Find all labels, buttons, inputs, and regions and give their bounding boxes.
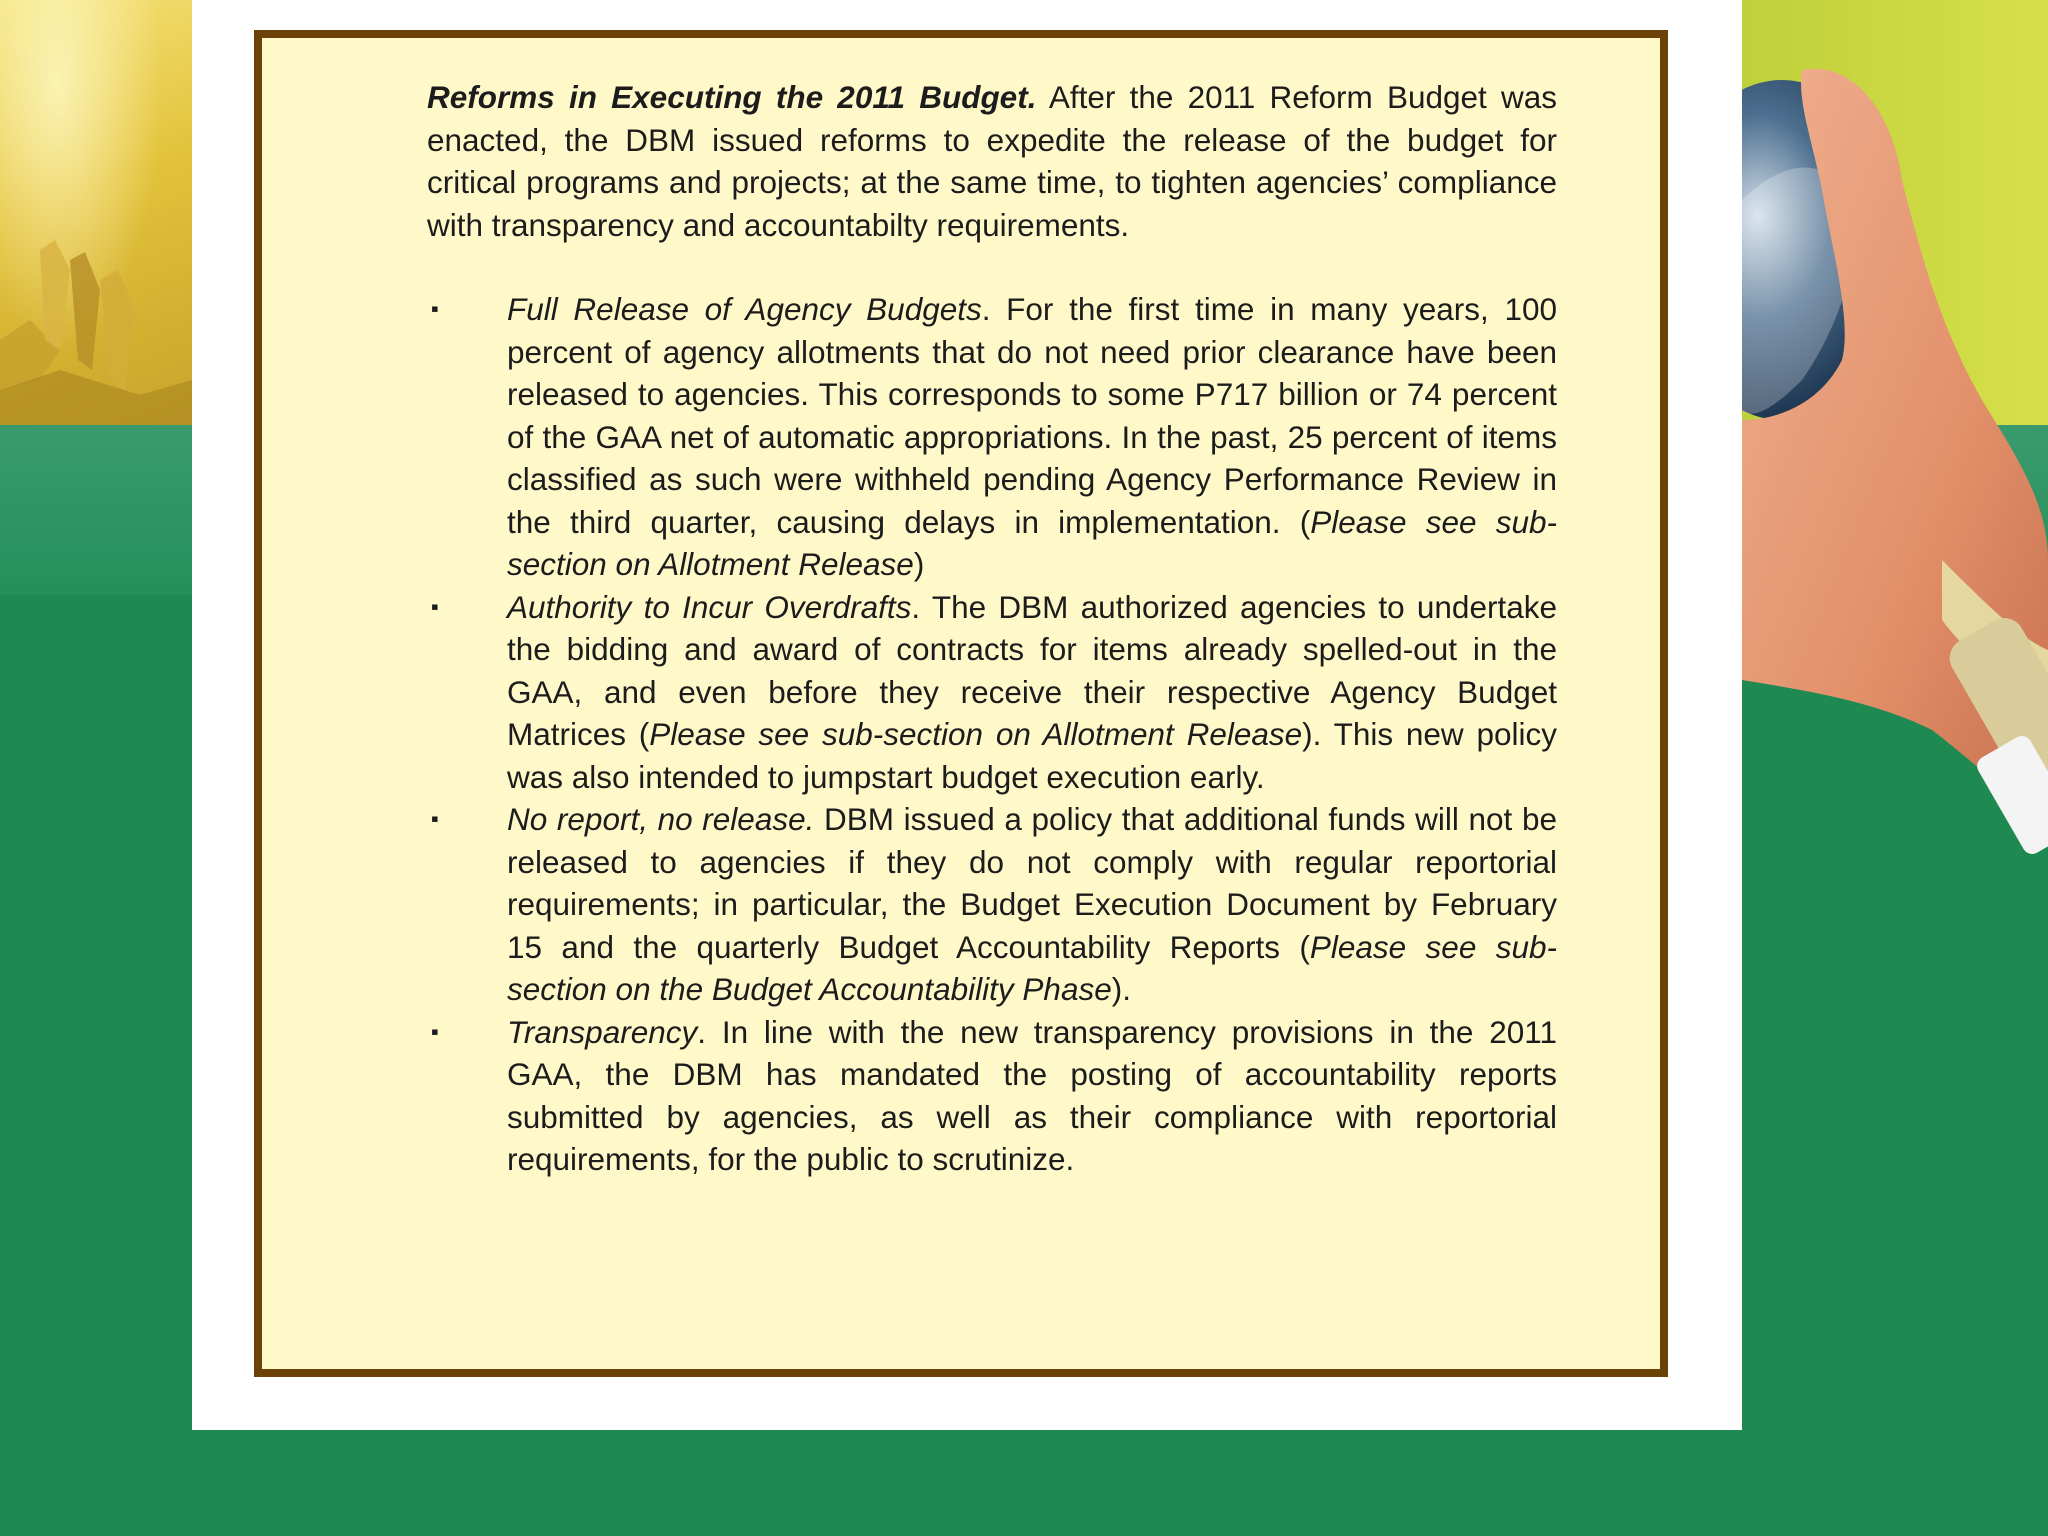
bullet-item xyxy=(427,288,1557,586)
bullet-marker: ▪ xyxy=(431,1018,439,1044)
intro-lead: Reforms in Executing the 2011 Budget. xyxy=(427,79,1037,115)
bullet-item xyxy=(427,1011,1557,1181)
bullet-italic-text: Please see sub-section on Allotment Release xyxy=(649,716,1303,752)
bullet-text: DBM issued a policy that additional funds will not be released to agencies if they do not comply with regular reportorial requirements; in particular, the Budget Execution Document by February 15 and the quarterly Budget Accountability Reports ( xyxy=(507,801,1557,965)
bullet-italic-text: Please see sub-section on the Budget Accountability Phase xyxy=(507,928,1558,1007)
hand-holding-globe-image xyxy=(1742,0,2048,1536)
bullet-marker: ▪ xyxy=(431,806,439,831)
bullet-list xyxy=(427,288,1557,1181)
intro-paragraph xyxy=(427,76,1557,246)
bullet-marker: ▪ xyxy=(431,296,439,321)
bullet-item xyxy=(427,586,1557,799)
bullet-marker: ▪ xyxy=(431,593,439,619)
bullet-text: ). This new policy was also intended to jumpstart budget execution early. xyxy=(507,716,1557,795)
bullet-text: ). xyxy=(1111,971,1131,1007)
bullet-item xyxy=(427,798,1557,1011)
bullet-italic-text: Please see sub-section on Allotment Release xyxy=(507,503,1557,582)
bullet-italic-text: No report, no release. xyxy=(507,801,815,837)
bullet-text: . For the first time in many years, 100 percent of agency allotments that do not need prior clearance have been released to agencies. This corresponds to some P717 billion or 74 percent of the GAA net of automatic appropriations. In the past, 25 percent of items classified as such were withheld pending Agency Performance Review in the third quarter, causing delays in implementation. ( xyxy=(507,291,1557,540)
intro-text: After the 2011 Reform Budget was enacted, the DBM issued reforms to expedite the release of the budget for critical programs and projects; at the same time, to tighten agencies’ compliance with transparency and accountabilty requirements. xyxy=(427,79,1557,243)
bullet-italic-text: Transparency xyxy=(507,1013,698,1050)
bullet-text: . In line with the new transparency provisions in the 2011 GAA, the DBM has mandated the posting of accountability reports submitted by agencies, as well as their compliance with reportorial requirements, for the public to scrutinize. xyxy=(507,1013,1557,1177)
decorative-buildings-graphic xyxy=(0,230,192,425)
bullet-text: . The DBM authorized agencies to undertake the bidding and award of contracts for items already spelled-out in the GAA, and even before they receive their respective Agency Budget Matrices ( xyxy=(507,588,1557,752)
bullet-italic-text: Full Release of Agency Budgets xyxy=(507,291,982,327)
bullet-italic-text: Authority to Incur Overdrafts xyxy=(507,588,912,625)
bullet-text: ) xyxy=(913,546,925,582)
box-content xyxy=(427,76,1557,1181)
